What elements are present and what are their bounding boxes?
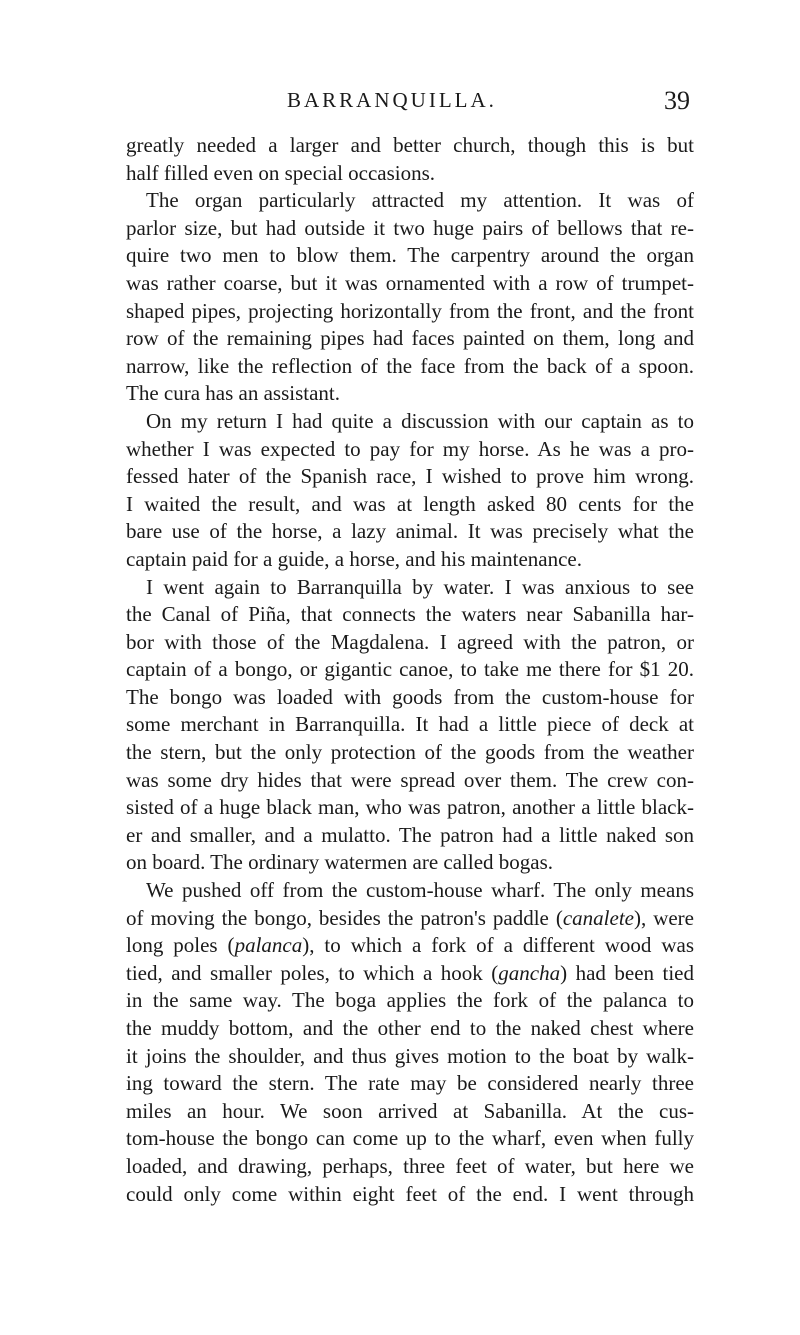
text-line: long poles (palanca), to which a fork of a different wood was — [126, 933, 695, 958]
text-line: loaded, and drawing, perhaps, three feet of water, but here we — [126, 1153, 694, 1178]
text-line: was some dry hides that were spread over them. The crew con- — [126, 767, 694, 792]
text-line: narrow, like the reflection of the face from the back of a spoon. — [126, 353, 694, 378]
italic-term: gancha — [498, 960, 561, 985]
text-line: the stern, but the only protection of the goods from the weather — [126, 740, 694, 765]
text-line: The organ particularly attracted my attention. It was of — [146, 188, 694, 213]
text-line: captain paid for a guide, a horse, and his maintenance. — [126, 546, 582, 571]
text-line: miles an hour. We soon arrived at Sabanilla. At the cus- — [126, 1098, 694, 1123]
text-line: tom-house the bongo can come up to the wharf, even when fully — [126, 1126, 694, 1151]
text-line: whether I was expected to pay for my horse. As he was a pro- — [126, 436, 694, 461]
body-text — [126, 132, 694, 1208]
text-line: on board. The ordinary watermen are called bogas. — [126, 850, 554, 875]
italic-term: palanca — [234, 933, 303, 958]
text-line: The bongo was loaded with goods from the custom-house for — [126, 684, 694, 709]
running-title: BARRANQUILLA. — [287, 88, 497, 112]
text-line: was rather coarse, but it was ornamented with a row of trumpet- — [126, 270, 694, 295]
running-head — [0, 88, 800, 128]
text-line: We pushed off from the custom-house wharf. The only means — [146, 878, 694, 903]
text-line: bare use of the horse, a lazy animal. It was precisely what the — [126, 519, 694, 544]
text-line: half filled even on special occasions. — [126, 160, 436, 185]
text-line: bor with those of the Magdalena. I agreed with the patron, or — [126, 629, 694, 654]
text-line: the muddy bottom, and the other end to the naked chest where — [126, 1016, 694, 1040]
text-line: er and smaller, and a mulatto. The patron had a little naked son — [126, 822, 694, 847]
text-line: in the same way. The boga applies the fork of the palanca to — [126, 988, 694, 1013]
text-line: parlor size, but had outside it two huge pairs of bellows that re- — [126, 215, 694, 240]
text-line: The cura has an assistant. — [126, 381, 341, 406]
page-number: 39 — [664, 86, 690, 115]
text-line: captain of a bongo, or gigantic canoe, to take me there for $1 20. — [126, 657, 694, 682]
text-line: the Canal of Piña, that connects the waters near Sabanilla har- — [126, 602, 694, 627]
text-line: tied, and smaller poles, to which a hook (gancha) had been tied — [126, 960, 694, 985]
italic-term: canalete — [562, 905, 634, 930]
text-line: I went again to Barranquilla by water. I was anxious to see — [146, 574, 694, 599]
text-line: could only come within eight feet of the end. I went through — [126, 1181, 694, 1206]
text-line: ing toward the stern. The rate may be considered nearly three — [126, 1071, 694, 1096]
text-line: some merchant in Barranquilla. It had a little piece of deck at — [126, 712, 694, 737]
text-line: shaped pipes, projecting horizontally from the front, and the front — [126, 298, 694, 323]
text-line: On my return I had quite a discussion with our captain as to — [146, 408, 694, 433]
text-line: fessed hater of the Spanish race, I wished to prove him wrong. — [126, 464, 694, 489]
text-line: row of the remaining pipes had faces painted on them, long and — [126, 326, 694, 351]
text-line: of moving the bongo, besides the patron's paddle (canalete), were — [126, 905, 694, 930]
text-line: quire two men to blow them. The carpentry around the organ — [126, 243, 694, 268]
text-line: sisted of a huge black man, who was patron, another a little black- — [126, 795, 694, 820]
text-line: I waited the result, and was at length asked 80 cents for the — [126, 491, 694, 516]
text-line: greatly needed a larger and better church, though this is but — [126, 133, 694, 157]
text-line: it joins the shoulder, and thus gives motion to the boat by walk- — [126, 1043, 694, 1068]
